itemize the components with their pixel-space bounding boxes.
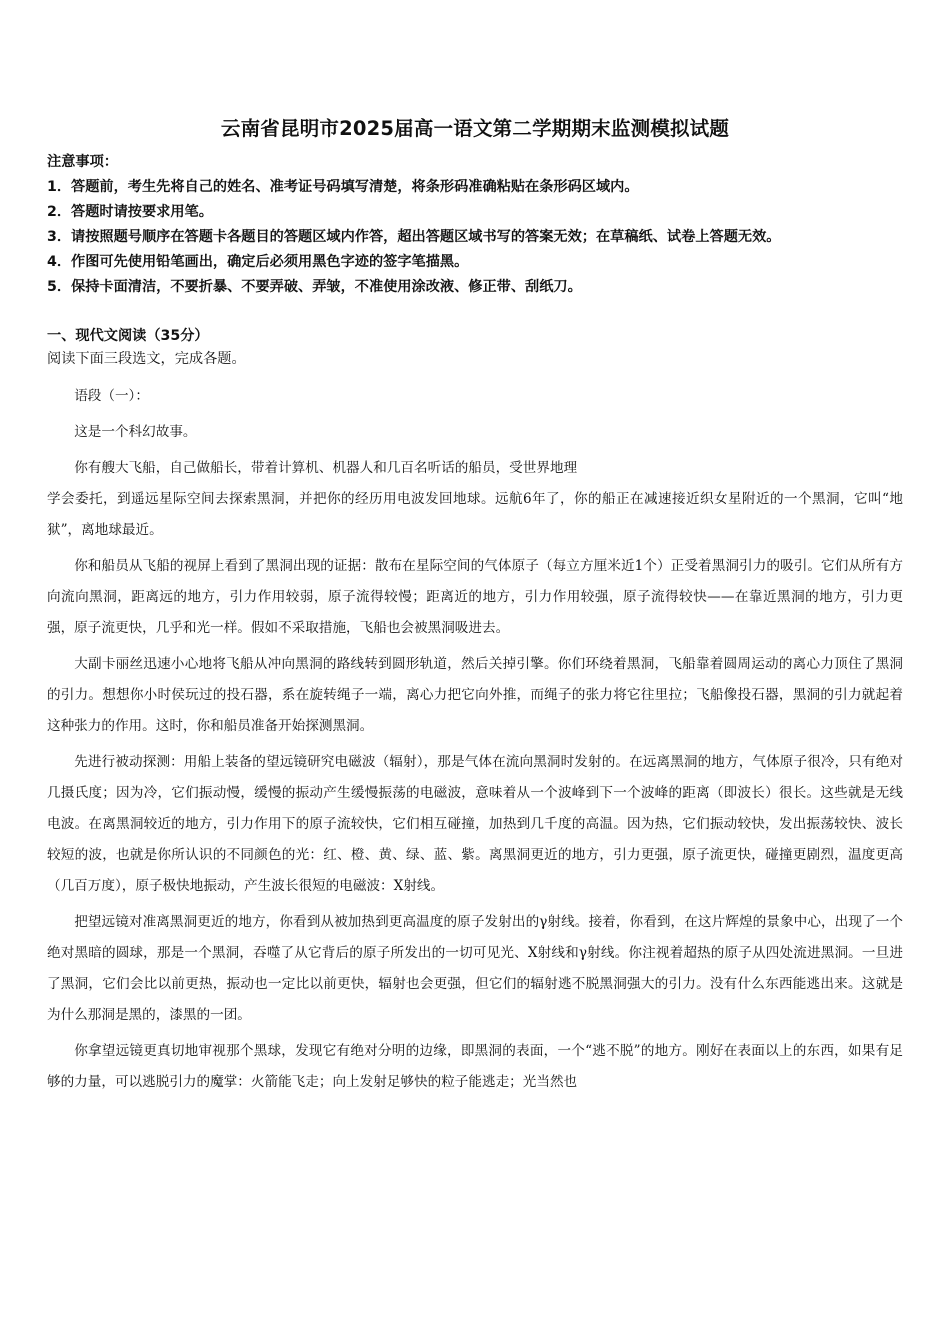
paragraph-1: 这是一个科幻故事。 xyxy=(74,424,197,440)
paragraph-5: 先进行被动探测：用船上装备的望远镜研究电磁波（辐射），那是气体在流向黑洞时发射的。在远离黑洞的地方，气体原子很冷，只有绝对几摄氏度；因为冷，它们振动慢，缓慢的振动产生缓慢振荡的电磁波，意味着从一个波峰到下一个波峰的距离（即波长）很长。这些就是无线电波。在离黑洞较近的地方，引力作用下的原子流较快，它们相互碰撞，加热到几千度的高温。因为热，它们振动较快，发出振荡较快、波长较短的波，也就是你所认识的不同颜色的光：红、橙、黄、绿、蓝、紫。离黑洞更近的地方，引力更强，原子流更快，碰撞更剧烈，温度更高（几百万度），原子极快地振动，产生波长很短的电磁波：X射线。 xyxy=(47,754,903,894)
notice-heading: 注意事项： xyxy=(47,154,118,170)
notice-block xyxy=(47,150,927,300)
notice-item-3: 3．请按照题号顺序在答题卡各题目的答题区域内作答，超出答题区域书写的答案无效；在草稿纸、试卷上答题无效。 xyxy=(47,229,781,245)
paragraph-2-continued: 学会委托，到遥远星际空间去探索黑洞，并把你的经历用电波发回地球。远航6年了，你的船正在减速接近织女星附近的一个黑洞，它叫“地狱”，离地球最近。 xyxy=(47,491,903,538)
notice-item-2: 2．答题时请按要求用笔。 xyxy=(47,204,213,220)
page-title: 云南省昆明市2025届高一语文第二学期期末监测模拟试题 xyxy=(220,117,730,140)
notice-item-4: 4．作图可先使用铅笔画出，确定后必须用黑色字迹的签字笔描黑。 xyxy=(47,254,469,270)
passage-label: 语段（一）： xyxy=(74,388,149,404)
notice-item-1: 1．答题前，考生先将自己的姓名、准考证号码填写清楚，将条形码准确粘贴在条形码区域内。 xyxy=(47,179,639,195)
paragraph-7: 你拿望远镜更真切地审视那个黑球，发现它有绝对分明的边缘，即黑洞的表面，一个“逃不脱”的地方。刚好在表面以上的东西，如果有足够的力量，可以逃脱引力的魔掌：火箭能飞走；向上发射足够快的粒子能逃走；光当然也 xyxy=(47,1043,903,1090)
section-heading: 一、现代文阅读（35分） xyxy=(47,328,209,344)
passage-body xyxy=(47,381,903,1103)
reading-instruction: 阅读下面三段选文，完成各题。 xyxy=(47,351,246,367)
paragraph-6: 把望远镜对准离黑洞更近的地方，你看到从被加热到更高温度的原子发射出的γ射线。接着，你看到，在这片辉煌的景象中心，出现了一个绝对黑暗的圆球，那是一个黑洞，吞噬了从它背后的原子所发出的一切可见光、X射线和γ射线。你注视着超热的原子从四处流进黑洞。一旦进了黑洞，它们会比以前更热，振动也一定比以前更快，辐射也会更强，但它们的辐射逃不脱黑洞强大的引力。没有什么东西能逃出来。这就是为什么那洞是黑的，漆黑的一团。 xyxy=(47,914,903,1023)
paragraph-4: 大副卡丽丝迅速小心地将飞船从冲向黑洞的路线转到圆形轨道，然后关掉引擎。你们环绕着黑洞，飞船靠着圆周运动的离心力顶住了黑洞的引力。想想你小时侯玩过的投石器，系在旋转绳子一端，离心力把它向外推，而绳子的张力将它往里拉；飞船像投石器，黑洞的引力就起着这种张力的作用。这时，你和船员准备开始探测黑洞。 xyxy=(47,656,903,734)
notice-item-5: 5．保持卡面清洁，不要折暴、不要弄破、弄皱，不准使用涂改液、修正带、刮纸刀。 xyxy=(47,279,582,295)
paragraph-2-line-1: 你有艘大飞船，自己做船长，带着计算机、机器人和几百名听话的船员，受世界地理 xyxy=(74,460,578,476)
paragraph-3: 你和船员从飞船的视屏上看到了黑洞出现的证据：散布在星际空间的气体原子（每立方厘米近1个）正受着黑洞引力的吸引。它们从所有方向流向黑洞，距离远的地方，引力作用较弱，原子流得较慢；距离近的地方，引力作用较强，原子流得较快——在靠近黑洞的地方，引力更强，原子流更快，几乎和光一样。假如不采取措施，飞船也会被黑洞吸进去。 xyxy=(47,558,903,636)
